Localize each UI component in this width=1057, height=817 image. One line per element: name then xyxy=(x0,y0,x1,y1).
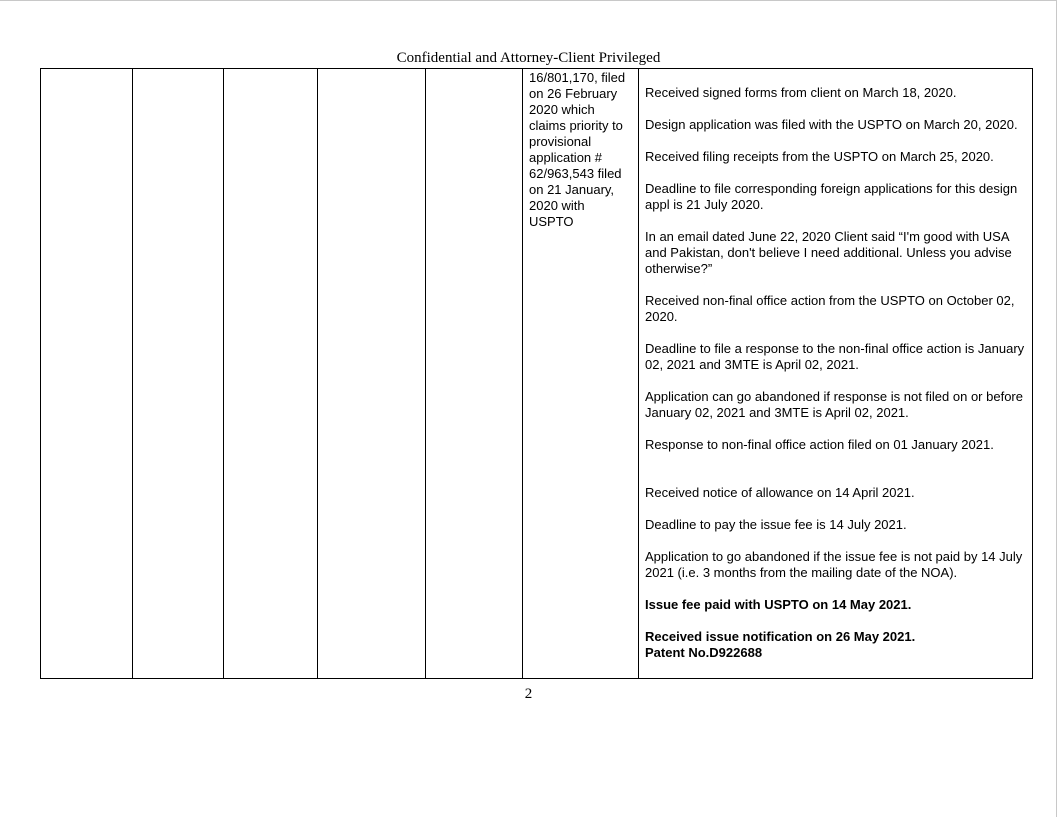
application-description-cell xyxy=(523,69,639,679)
empty-cell-2 xyxy=(133,69,224,679)
event-item-issue-notification: Received issue notification on 26 May 2021. xyxy=(645,629,916,644)
empty-cell-4 xyxy=(318,69,426,679)
event-item: Received filing receipts from the USPTO on March 25, 2020. xyxy=(645,149,994,164)
status-events-cell xyxy=(639,69,1033,679)
event-item: Received signed forms from client on March 18, 2020. xyxy=(645,85,957,100)
page-edge-top xyxy=(0,0,1057,1)
event-item: Design application was filed with the USPTO on March 20, 2020. xyxy=(645,117,1018,132)
event-item: Response to non-final office action filed on 01 January 2021. xyxy=(645,437,994,452)
event-item: Application can go abandoned if response is not filed on or before January 02, 2021 and 3MTE is April 02, 2021. xyxy=(645,389,1023,420)
empty-cell-1 xyxy=(41,69,133,679)
page-number: 2 xyxy=(524,686,533,702)
empty-cell-3 xyxy=(224,69,318,679)
event-item: Received non-final office action from the USPTO on October 02, 2020. xyxy=(645,293,1015,324)
event-item: In an email dated June 22, 2020 Client said “I'm good with USA and Pakistan, don't believe I need additional. Unless you advise otherwise?” xyxy=(645,229,1012,276)
application-description: 16/801,170, filed on 26 February 2020 which claims priority to provisional application # 62/963,543 filed on 21 January, 2020 with USPTO xyxy=(529,70,626,229)
table-row xyxy=(41,69,1033,679)
event-item: Application to go abandoned if the issue fee is not paid by 14 July 2021 (i.e. 3 months from the mailing date of the NOA). xyxy=(645,549,1023,580)
confidentiality-header: Confidential and Attorney-Client Privileged xyxy=(396,50,661,66)
event-item: Received notice of allowance on 14 April 2021. xyxy=(645,485,915,500)
empty-cell-5 xyxy=(426,69,523,679)
docket-table xyxy=(40,68,1033,679)
event-item: Deadline to pay the issue fee is 14 July 2021. xyxy=(645,517,907,532)
patent-number: Patent No.D922688 xyxy=(645,645,763,660)
status-events-list xyxy=(639,69,1032,661)
event-item-issue-fee: Issue fee paid with USPTO on 14 May 2021. xyxy=(645,597,912,612)
event-item: Deadline to file corresponding foreign applications for this design appl is 21 July 2020. xyxy=(645,181,1018,212)
event-item: Deadline to file a response to the non-final office action is January 02, 2021 and 3MTE is April 02, 2021. xyxy=(645,341,1025,372)
